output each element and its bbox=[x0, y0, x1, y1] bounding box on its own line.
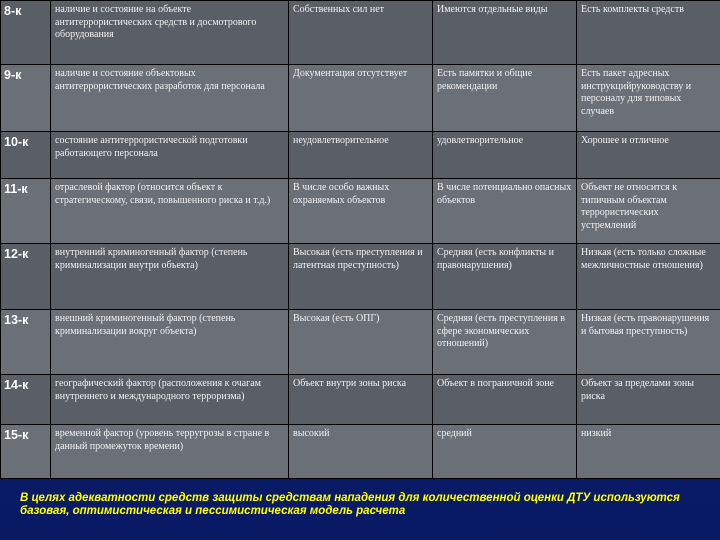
table-row bbox=[1, 310, 720, 375]
level-high-cell: Высокая (есть ОПГ) bbox=[289, 310, 433, 375]
factor-cell: наличие и состояние на объекте антитеррористических средств и досмотрового оборудования bbox=[51, 1, 289, 65]
row-code: 10-к bbox=[1, 132, 51, 179]
level-medium-cell: В числе потенциально опасных объектов bbox=[433, 179, 577, 244]
table-row bbox=[1, 425, 720, 479]
row-code: 14-к bbox=[1, 375, 51, 425]
level-medium-cell: Имеются отдельные виды bbox=[433, 1, 577, 65]
level-low-cell: Объект не относится к типичным объектам террористических устремлений bbox=[577, 179, 720, 244]
row-code: 11-к bbox=[1, 179, 51, 244]
footnote-text: В целях адекватности средств защиты средствам нападения для количественной оценки ДТУ используются базовая, оптимистическая и пессимистическая модель расчета bbox=[20, 492, 680, 517]
factor-cell: внутренний криминогенный фактор (степень криминализации внутри объекта) bbox=[51, 244, 289, 310]
factor-cell: географический фактор (расположения к очагам внутреннего и международного терроризма) bbox=[51, 375, 289, 425]
level-medium-cell: удовлетворительное bbox=[433, 132, 577, 179]
row-code: 9-к bbox=[1, 65, 51, 132]
factor-cell: состояние антитеррористической подготовки работающего персонала bbox=[51, 132, 289, 179]
level-medium-cell: Объект в пограничной зоне bbox=[433, 375, 577, 425]
level-high-cell: Объект внутри зоны риска bbox=[289, 375, 433, 425]
table-row bbox=[1, 244, 720, 310]
level-medium-cell: Средняя (есть конфликты и правонарушения) bbox=[433, 244, 577, 310]
row-code: 8-к bbox=[1, 1, 51, 65]
level-high-cell: неудовлетворительное bbox=[289, 132, 433, 179]
level-high-cell: Документация отсутствует bbox=[289, 65, 433, 132]
level-low-cell: Хорошее и отличное bbox=[577, 132, 720, 179]
level-low-cell: Есть пакет адресных инструкцийруководству и персоналу для типовых случаев bbox=[577, 65, 720, 132]
table-row bbox=[1, 375, 720, 425]
factor-cell: внешний криминогенный фактор (степень криминализации вокруг объекта) bbox=[51, 310, 289, 375]
level-low-cell: Объект за пределами зоны риска bbox=[577, 375, 720, 425]
row-code: 13-к bbox=[1, 310, 51, 375]
level-medium-cell: средний bbox=[433, 425, 577, 479]
factor-cell: наличие и состояние объектовых антитеррористических разработок для персонала bbox=[51, 65, 289, 132]
level-high-cell: Высокая (есть преступления и латентная преступность) bbox=[289, 244, 433, 310]
level-low-cell: низкий bbox=[577, 425, 720, 479]
level-high-cell: Собственных сил нет bbox=[289, 1, 433, 65]
row-code: 12-к bbox=[1, 244, 51, 310]
level-medium-cell: Есть памятки и общие рекомендации bbox=[433, 65, 577, 132]
factor-cell: временной фактор (уровень терругрозы в стране в данный промежуток времени) bbox=[51, 425, 289, 479]
level-low-cell: Низкая (есть правонарушения и бытовая преступность) bbox=[577, 310, 720, 375]
level-high-cell: высокий bbox=[289, 425, 433, 479]
row-code: 15-к bbox=[1, 425, 51, 479]
factor-cell: отраслевой фактор (относится объект к стратегическому, связи, повышенного риска и т.д.) bbox=[51, 179, 289, 244]
table-row bbox=[1, 132, 720, 179]
table-row bbox=[1, 179, 720, 244]
level-medium-cell: Средняя (есть преступления в сфере экономических отношений) bbox=[433, 310, 577, 375]
level-low-cell: Низкая (есть только сложные межличностные отношения) bbox=[577, 244, 720, 310]
level-low-cell: Есть комплекты средств bbox=[577, 1, 720, 65]
level-high-cell: В числе особо важных охраняемых объектов bbox=[289, 179, 433, 244]
table-row bbox=[1, 65, 720, 132]
table-row bbox=[1, 1, 720, 65]
